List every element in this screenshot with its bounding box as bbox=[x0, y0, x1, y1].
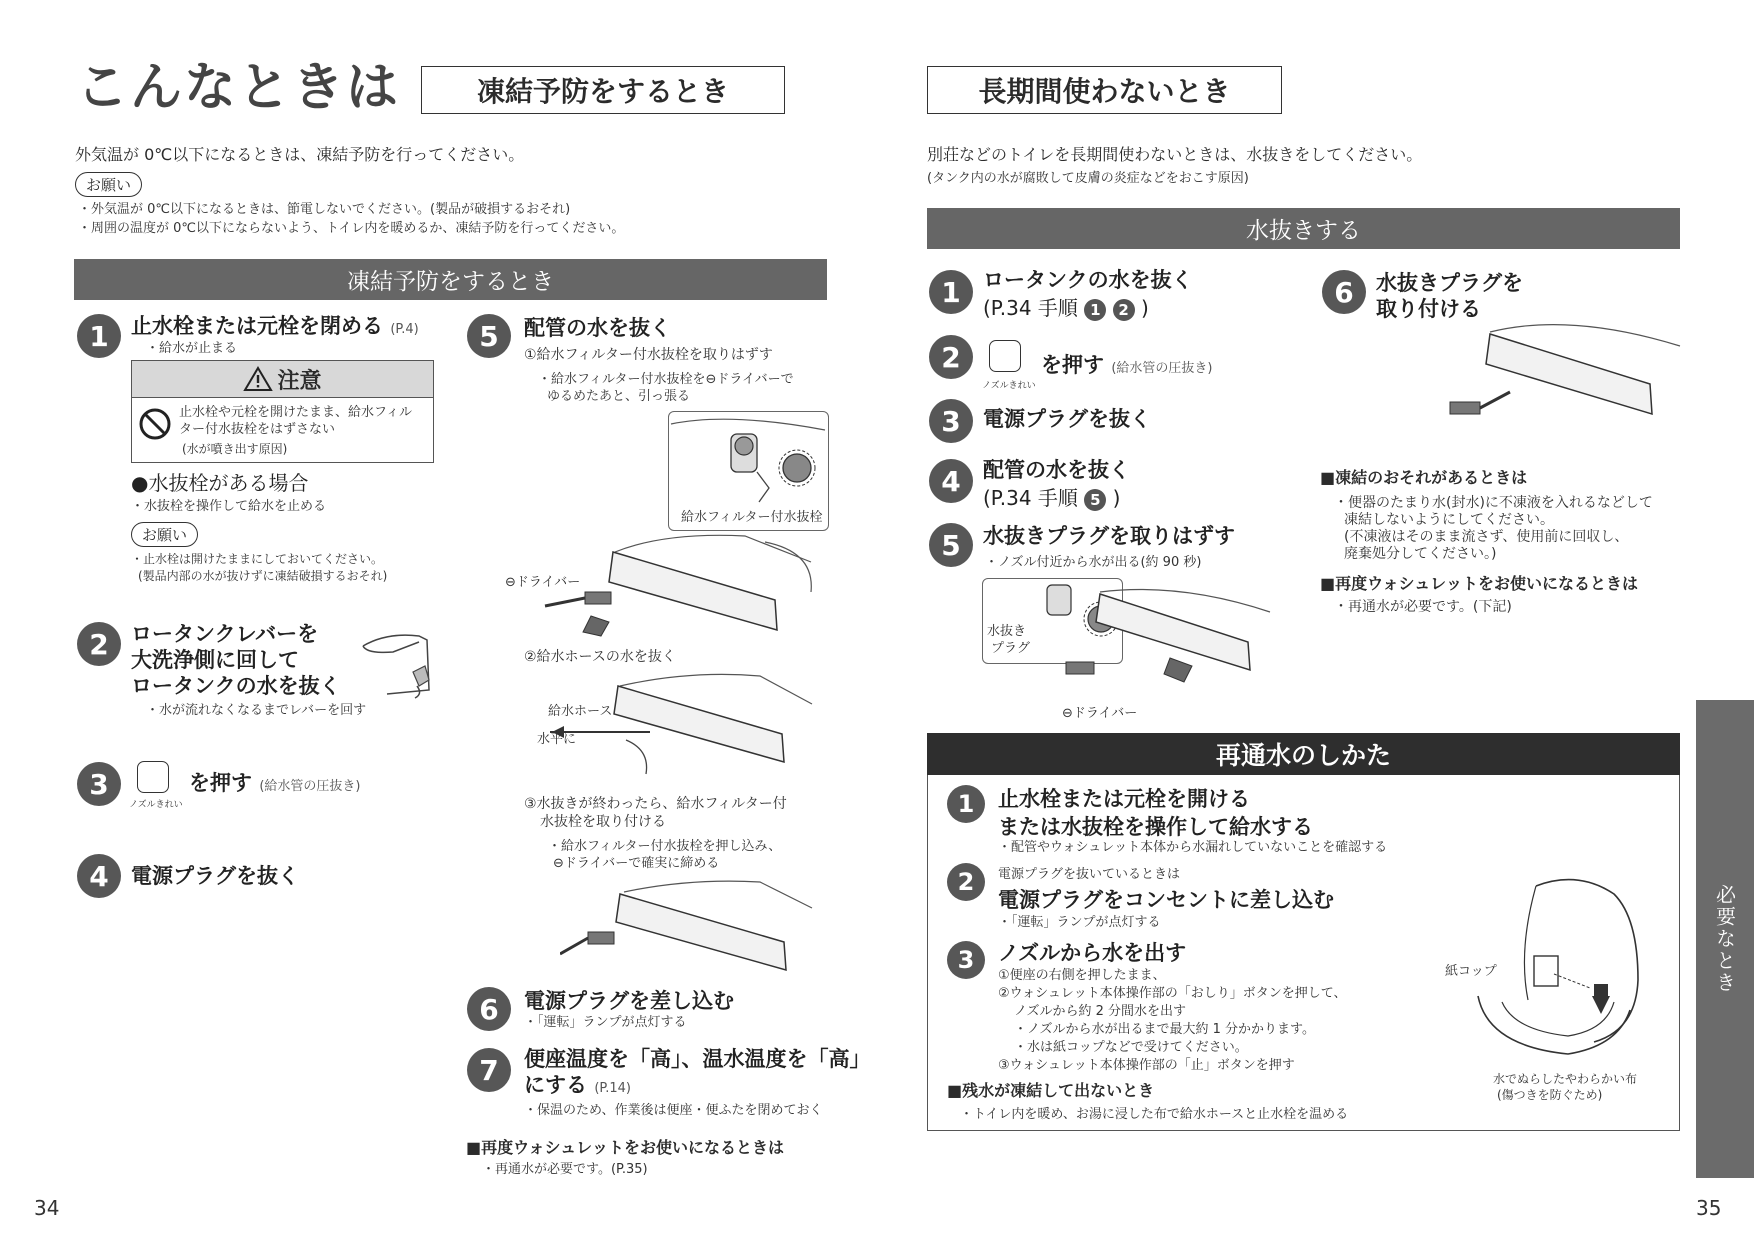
page-ref: (P.14) bbox=[594, 1081, 631, 1096]
step-ref bbox=[983, 295, 1149, 321]
step-title-text: 止水栓または元栓を閉める bbox=[131, 314, 383, 338]
step-title: ロータンクレバーを bbox=[131, 622, 319, 646]
ref-text: ) bbox=[1112, 486, 1121, 510]
step-line: ノズルから約 2 分間水を出す bbox=[1014, 1004, 1187, 1019]
ref-text: ) bbox=[1141, 296, 1149, 320]
step-title bbox=[131, 313, 419, 343]
step-title: 水抜きプラグを取りはずす bbox=[983, 524, 1235, 548]
step-line: ②ウォシュレット本体操作部の「おしり」ボタンを押して、 bbox=[998, 986, 1347, 1001]
step-line: ①便座の右側を押したまま、 bbox=[998, 968, 1166, 983]
step-line: ③ウォシュレット本体操作部の「止」ボタンを押す bbox=[998, 1058, 1295, 1073]
caution-header bbox=[132, 361, 433, 398]
prohibited-icon bbox=[138, 407, 172, 441]
sub-note: ・給水フィルター付水抜栓を押し込み、 bbox=[548, 839, 782, 854]
freeze-heading: ■凍結のおそれがあるときは bbox=[1320, 468, 1528, 487]
onegai-item: ・周囲の温度が 0℃以下にならないよう、トイレ内を暖めるか、凍結予防を行ってください。 bbox=[78, 221, 625, 236]
step-title: 電源プラグを差し込む bbox=[524, 989, 734, 1013]
warning-icon bbox=[243, 366, 273, 392]
rewater-bar: 再通水のしかた bbox=[927, 733, 1680, 775]
step-title bbox=[189, 770, 360, 800]
page-ref: (給水管の圧抜き) bbox=[1111, 361, 1213, 376]
step-title: 電源プラグを抜く bbox=[131, 864, 299, 888]
side-index-tab[interactable]: 必要なとき bbox=[1696, 700, 1754, 1178]
callout-label: ⊖ドライバー bbox=[505, 575, 581, 590]
step-title-text: を押す bbox=[189, 771, 252, 795]
step-title bbox=[524, 1072, 631, 1102]
section-bar: 水抜きする bbox=[927, 208, 1680, 249]
step-number: 1 bbox=[929, 270, 973, 314]
step-title: 取り付ける bbox=[1376, 297, 1481, 321]
step-number: 2 bbox=[947, 863, 985, 901]
plug-install-illustration bbox=[1440, 312, 1684, 452]
step-title: ロータンクの水を抜く bbox=[131, 674, 341, 698]
step-number: 1 bbox=[77, 314, 121, 358]
step-title: 配管の水を抜く bbox=[524, 316, 671, 340]
reuse-heading: ■再度ウォシュレットをお使いになるときは bbox=[1320, 574, 1638, 593]
reuse-note: ・再通水が必要です。(下記) bbox=[1334, 599, 1512, 615]
sub-step: ③水抜きが終わったら、給水フィルター付 bbox=[524, 796, 787, 812]
reuse-heading: ■再度ウォシュレットをお使いになるときは bbox=[466, 1138, 784, 1157]
section-bar: 凍結予防をするとき bbox=[74, 259, 827, 300]
step-title: 電源プラグをコンセントに差し込む bbox=[998, 888, 1334, 912]
step-number: 5 bbox=[467, 314, 511, 358]
step-note: ・配管やウォシュレット本体から水漏れしていないことを確認する bbox=[998, 840, 1388, 855]
step-note: ・水が流れなくなるまでレバーを回す bbox=[146, 703, 367, 718]
nozzle-clean-button bbox=[989, 340, 1021, 372]
sub-note: ・給水フィルター付水抜栓を⊖ドライバーで bbox=[538, 372, 794, 387]
tank-lever-illustration bbox=[357, 628, 437, 700]
step-title: 止水栓または元栓を開ける bbox=[998, 787, 1250, 811]
freeze-note: ・便器のたまり水(封水)に不凍液を入れるなどして bbox=[1334, 495, 1653, 511]
callout-label: 水抜き bbox=[987, 624, 1027, 639]
step-note: ・保温のため、作業後は便座・便ふたを閉めておく bbox=[524, 1103, 823, 1118]
freeze-note: 凍結しないようにしてください。 bbox=[1344, 512, 1554, 528]
hose-illustration bbox=[530, 670, 815, 782]
caution-text: 止水栓や元栓を開けたまま、給水フィル bbox=[179, 405, 412, 420]
section-title-box: 長期間使わないとき bbox=[927, 66, 1282, 114]
page-ref: (P.4) bbox=[390, 322, 419, 337]
section-title-box: 凍結予防をするとき bbox=[421, 66, 785, 114]
callout-label: 水でぬらしたやわらかい布 bbox=[1493, 1072, 1638, 1086]
freeze-note: (不凍液はそのまま流さず、使用前に回収し、 bbox=[1344, 529, 1629, 545]
step-title: または水抜栓を操作して給水する bbox=[998, 815, 1313, 839]
sub-step: ②給水ホースの水を抜く bbox=[524, 649, 676, 665]
step-title: 配管の水を抜く bbox=[983, 458, 1130, 482]
step-number: 1 bbox=[947, 785, 985, 823]
step-number: 6 bbox=[467, 987, 511, 1031]
ref-text: (P.34 手順 bbox=[983, 296, 1078, 320]
onegai-item: ・止水栓は開けたままにしておいてください。 bbox=[131, 552, 384, 566]
page-number: 35 bbox=[1696, 1196, 1722, 1220]
sub-heading: ●水抜栓がある場合 bbox=[131, 471, 309, 495]
step-number: 4 bbox=[929, 459, 973, 503]
step-title: 便座温度を「高」、温水温度を「高」 bbox=[524, 1047, 871, 1071]
step-line: ・ノズルから水が出るまで最大約 1 分かかります。 bbox=[1014, 1022, 1315, 1037]
step-number: 7 bbox=[467, 1048, 511, 1092]
callout-label: ⊖ドライバー bbox=[1062, 706, 1138, 721]
callout-label: プラグ bbox=[991, 641, 1031, 656]
step-number: 6 bbox=[1322, 270, 1366, 314]
onegai-badge: お願い bbox=[75, 172, 142, 197]
onegai-item: (製品内部の水が抜けずに凍結破損するおそれ) bbox=[138, 569, 388, 583]
step-circle: 2 bbox=[1113, 299, 1135, 321]
ref-text: (P.34 手順 bbox=[983, 486, 1078, 510]
caution-sub: (水が噴き出す原因) bbox=[182, 442, 288, 456]
plug-remove-illustration bbox=[1060, 582, 1278, 690]
onegai-item: ・外気温が 0℃以下になるときは、節電しないでください。(製品が破損するおそれ) bbox=[78, 202, 571, 217]
step-pre: 電源プラグを抜いているときは bbox=[998, 867, 1181, 882]
caution-title: 注意 bbox=[277, 368, 322, 394]
step-number: 3 bbox=[929, 399, 973, 443]
step-number: 5 bbox=[929, 523, 973, 567]
step-number: 2 bbox=[929, 335, 973, 379]
filter-valve-drawing bbox=[669, 412, 827, 504]
freeze-note: 廃棄処分してください。) bbox=[1344, 546, 1497, 562]
reuse-note: ・再通水が必要です。(P.35) bbox=[482, 1162, 648, 1177]
intro-text: 外気温が 0℃以下になるときは、凍結予防を行ってください。 bbox=[75, 145, 525, 164]
step-line: ・水は紙コップなどで受けてください。 bbox=[1014, 1040, 1248, 1055]
reinstall-illustration bbox=[560, 878, 816, 986]
sub-note: ゆるめたあと、引っ張る bbox=[547, 389, 691, 404]
callout-label: 給水ホース bbox=[548, 704, 613, 719]
step-note: ・給水が止まる bbox=[146, 341, 238, 356]
step-title: 電源プラグを抜く bbox=[983, 407, 1151, 431]
step-title: ロータンクの水を抜く bbox=[983, 268, 1193, 292]
sub-step: ①給水フィルター付水抜栓を取りはずす bbox=[524, 347, 773, 363]
nozzle-clean-button bbox=[137, 761, 169, 793]
step-title bbox=[1041, 352, 1212, 382]
step-note: ・「運転」ランプが点灯する bbox=[998, 915, 1161, 930]
step-title: 水抜きプラグを bbox=[1376, 271, 1523, 295]
step-ref bbox=[983, 485, 1120, 511]
step-number: 3 bbox=[947, 941, 985, 979]
button-caption: ノズルきれい bbox=[129, 800, 183, 810]
step-title-text: にする bbox=[524, 1073, 587, 1097]
step-note: ・ノズル付近から水が出る(約 90 秒) bbox=[985, 555, 1202, 570]
callout-label: 給水フィルター付水抜栓 bbox=[681, 510, 823, 525]
page-ref: (給水管の圧抜き) bbox=[259, 779, 361, 794]
step-title-text: を押す bbox=[1041, 353, 1104, 377]
intro-text: 別荘などのトイレを長期間使わないときは、水抜きをしてください。 bbox=[927, 145, 1423, 164]
step-note: ・「運転」ランプが点灯する bbox=[524, 1015, 687, 1030]
page-title: こんなときは bbox=[76, 58, 401, 118]
sub-step: 水抜栓を取り付ける bbox=[540, 814, 666, 830]
sub-note: ・水抜栓を操作して給水を止める bbox=[131, 499, 327, 514]
step-title: ノズルから水を出す bbox=[998, 941, 1187, 965]
filter-detail-illustration bbox=[668, 411, 829, 531]
caution-box bbox=[131, 360, 434, 463]
callout-label: 紙コップ bbox=[1445, 964, 1497, 979]
callout-label: 水平に bbox=[537, 732, 577, 747]
sub-note: ⊖ドライバーで確実に締める bbox=[553, 856, 720, 871]
step-number: 2 bbox=[77, 622, 121, 666]
intro-sub: (タンク内の水が腐敗して皮膚の炎症などをおこす原因) bbox=[927, 171, 1249, 186]
button-caption: ノズルきれい bbox=[982, 381, 1036, 391]
caution-text: ター付水抜栓をはずさない bbox=[179, 422, 336, 437]
page-number: 34 bbox=[34, 1196, 60, 1220]
step-circle: 1 bbox=[1084, 299, 1106, 321]
residual-note: ・トイレ内を暖め、お湯に浸した布で給水ホースと止水栓を温める bbox=[960, 1107, 1349, 1122]
step-title: 大洗浄側に回して bbox=[131, 648, 299, 672]
step-circle: 5 bbox=[1084, 489, 1106, 511]
residual-heading: ■残水が凍結して出ないとき bbox=[947, 1081, 1155, 1100]
step-number: 3 bbox=[77, 762, 121, 806]
step-number: 4 bbox=[77, 854, 121, 898]
callout-label: (傷つきを防ぐため) bbox=[1497, 1088, 1603, 1102]
onegai-badge: お願い bbox=[131, 522, 198, 547]
